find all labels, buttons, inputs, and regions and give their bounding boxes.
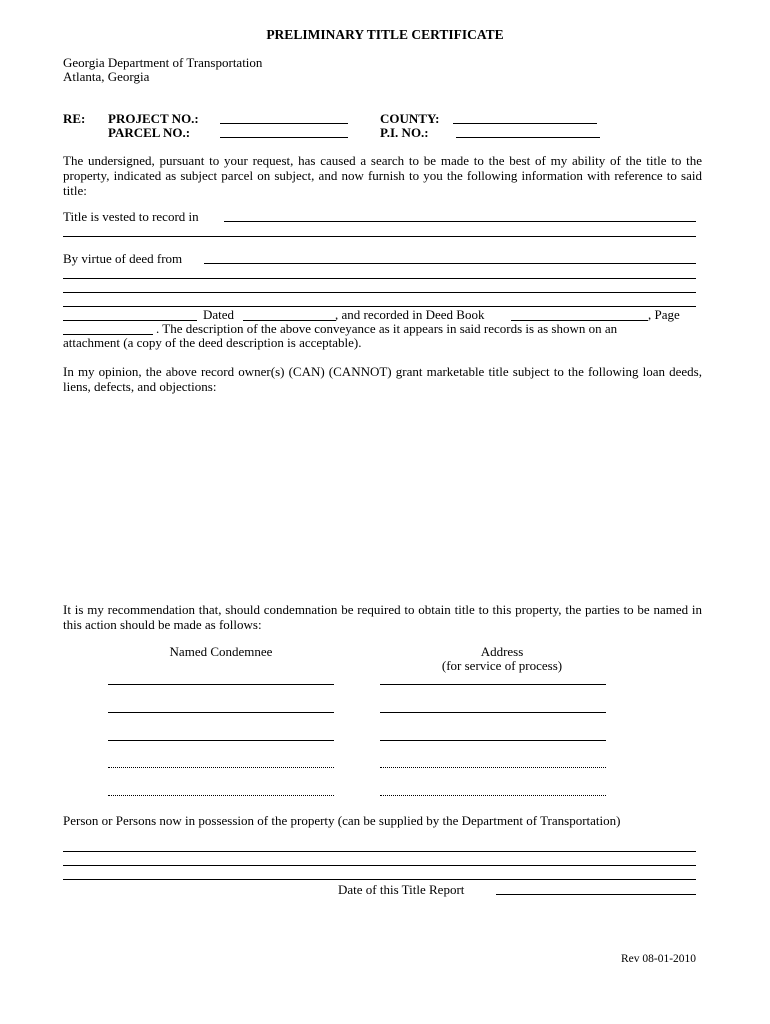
recorded-label: , and recorded in Deed Book <box>335 307 485 322</box>
parcel-no-field[interactable] <box>220 137 348 138</box>
vested-label: Title is vested to record in <box>63 209 199 224</box>
condemnee-field-4[interactable] <box>108 767 334 768</box>
named-condemnee-header: Named Condemnee <box>169 644 273 659</box>
revision-label: Rev 08-01-2010 <box>621 953 697 965</box>
dated-label: Dated <box>203 307 235 322</box>
deed-field-line-3[interactable] <box>63 292 696 293</box>
form-title: PRELIMINARY TITLE CERTIFICATE <box>266 27 504 42</box>
attachment-text: attachment (a copy of the deed description is acceptable). <box>63 335 362 350</box>
re-label: RE: <box>63 111 86 126</box>
project-no-field[interactable] <box>220 123 348 124</box>
address-subheader: (for service of process) <box>441 658 563 673</box>
condemnee-field-5[interactable] <box>108 795 334 796</box>
address-field-2[interactable] <box>380 712 606 713</box>
intro-paragraph: The undersigned, pursuant to your request, has caused a search to be made to the best of my ability of the title to the property, indicated as subject parcel on subject, and now furnish to you the following information with reference to said title: <box>63 153 702 198</box>
address-line-2: Atlanta, Georgia <box>63 69 150 84</box>
opinion-paragraph: In my opinion, the above record owner(s) (CAN) (CANNOT) grant marketable title subject to the following loan deeds, liens, defects, and objections: <box>63 364 702 394</box>
address-field-5[interactable] <box>380 795 606 796</box>
pi-no-field[interactable] <box>456 137 600 138</box>
county-label: COUNTY: <box>380 111 440 126</box>
address-field-3[interactable] <box>380 740 606 741</box>
page-label: , Page <box>648 307 680 322</box>
condemnee-field-1[interactable] <box>108 684 334 685</box>
pi-no-label: P.I. NO.: <box>380 125 429 140</box>
project-no-label: PROJECT NO.: <box>108 111 199 126</box>
condemnee-field-2[interactable] <box>108 712 334 713</box>
date-report-field[interactable] <box>496 894 696 895</box>
address-line-1: Georgia Department of Transportation <box>63 55 263 70</box>
deed-label: By virtue of deed from <box>63 251 183 266</box>
possession-field-2[interactable] <box>63 865 696 866</box>
parcel-no-label: PARCEL NO.: <box>108 125 191 140</box>
vested-field-line-2[interactable] <box>63 236 696 237</box>
deed-field[interactable] <box>204 263 696 264</box>
description-text: . The description of the above conveyance as it appears in said records is as shown on an <box>156 321 618 336</box>
vested-field[interactable] <box>224 221 696 222</box>
possession-paragraph: Person or Persons now in possession of the property (can be supplied by the Department of Transportation) <box>63 813 621 828</box>
address-field-4[interactable] <box>380 767 606 768</box>
possession-field-3[interactable] <box>63 879 696 880</box>
county-field[interactable] <box>453 123 597 124</box>
condemnee-field-3[interactable] <box>108 740 334 741</box>
recommendation-paragraph: It is my recommendation that, should condemnation be required to obtain title to this property, the parties to be named in this action should be made as follows: <box>63 602 702 632</box>
possession-field-1[interactable] <box>63 851 696 852</box>
address-field-1[interactable] <box>380 684 606 685</box>
deed-field-line-2[interactable] <box>63 278 696 279</box>
date-report-label: Date of this Title Report <box>338 882 465 897</box>
address-header: Address <box>480 644 524 659</box>
